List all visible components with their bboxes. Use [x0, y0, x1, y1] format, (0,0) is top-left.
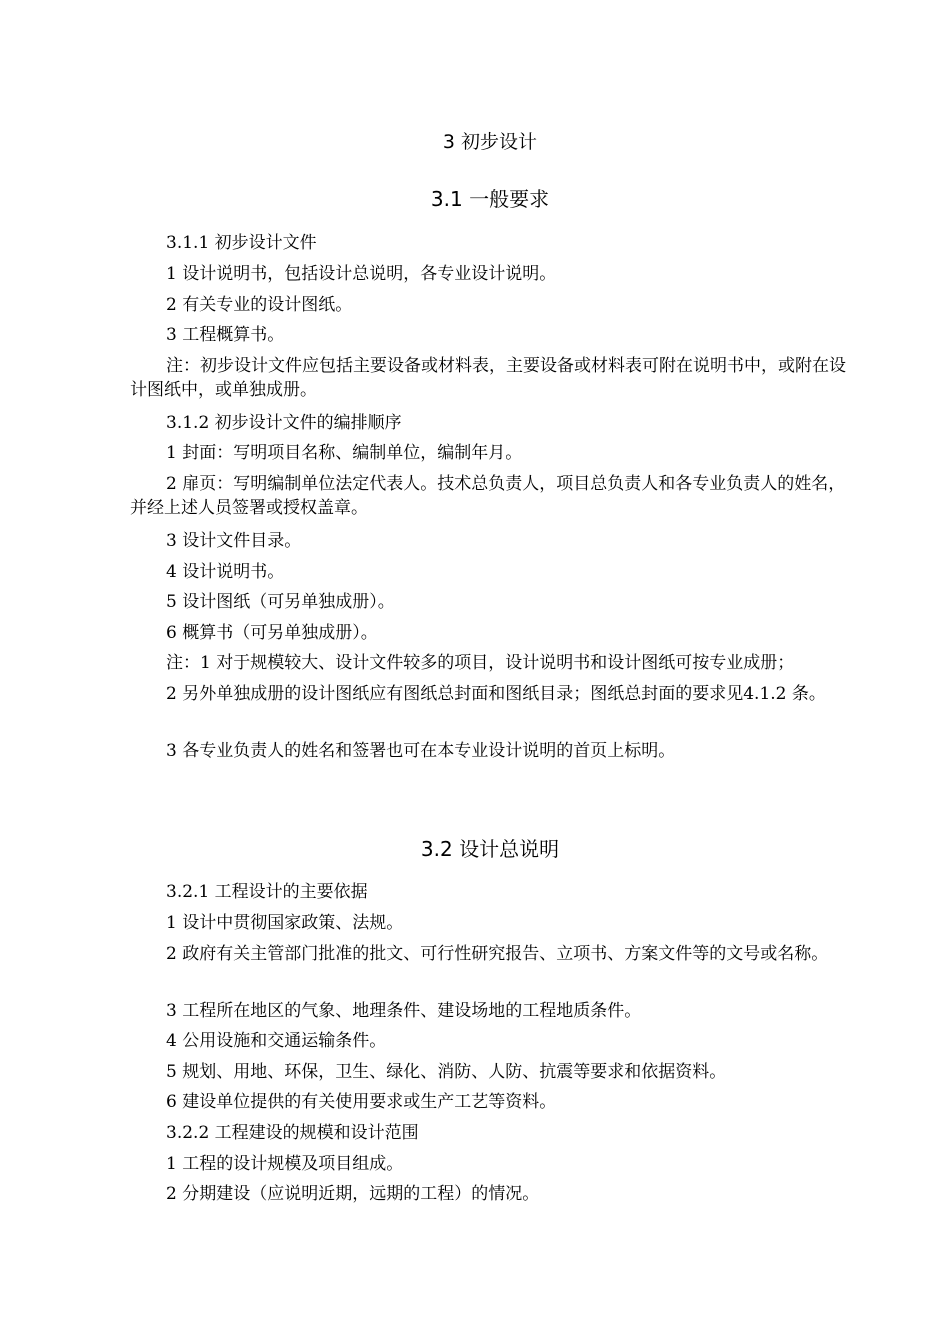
list-item: 1 设计中贯彻国家政策、法规。 [166, 913, 404, 933]
list-item: 5 设计图纸（可另单独成册）。 [166, 592, 395, 612]
note-paragraph: 2 另外单独成册的设计图纸应有图纸总封面和图纸目录；图纸总封面的要求见4.1.2 条。 [166, 684, 826, 704]
list-item: 2 分期建设（应说明近期，远期的工程）的情况。 [166, 1184, 540, 1204]
section-title-3-2: 3.2 设计总说明 [420, 837, 560, 861]
list-item: 1 封面：写明项目名称、编制单位，编制年月。 [166, 443, 523, 463]
list-item: 3 工程概算书。 [166, 325, 285, 345]
clause-heading: 3.1.2 初步设计文件的编排顺序 [166, 413, 402, 433]
list-item: 1 工程的设计规模及项目组成。 [166, 1154, 404, 1174]
clause-heading: 3.2.1 工程设计的主要依据 [166, 882, 368, 902]
list-item: 2 政府有关主管部门批准的批文、可行性研究报告、立项书、方案文件等的文号或名称。 [166, 944, 829, 964]
list-item: 6 建设单位提供的有关使用要求或生产工艺等资料。 [166, 1092, 557, 1112]
list-item: 6 概算书（可另单独成册）。 [166, 623, 378, 643]
list-item: 2 有关专业的设计图纸。 [166, 295, 353, 315]
list-item: 5 规划、用地、环保，卫生、绿化、消防、人防、抗震等要求和依据资料。 [166, 1062, 727, 1082]
list-item: 1 设计说明书，包括设计总说明，各专业设计说明。 [166, 264, 557, 284]
list-item: 4 设计说明书。 [166, 562, 285, 582]
note-paragraph: 注：1 对于规模较大、设计文件较多的项目，设计说明书和设计图纸可按专业成册； [166, 653, 795, 673]
clause-heading: 3.1.1 初步设计文件 [166, 233, 317, 253]
note-paragraph: 3 各专业负责人的姓名和签署也可在本专业设计说明的首页上标明。 [166, 741, 676, 761]
section-title-3-1: 3.1 一般要求 [430, 187, 550, 211]
note-paragraph: 注：初步设计文件应包括主要设备或材料表，主要设备或材料表可附在说明书中，或附在设计图纸中，或单独成册。 [130, 356, 846, 400]
list-item: 2 扉页：写明编制单位法定代表人。技术总负责人，项目总负责人和各专业负责人的姓名，并经上述人员签署或授权盖章。 [130, 474, 846, 518]
chapter-title: 3 初步设计 [442, 131, 538, 153]
list-item: 4 公用设施和交通运输条件。 [166, 1031, 387, 1051]
list-item: 3 设计文件目录。 [166, 531, 302, 551]
list-item: 3 工程所在地区的气象、地理条件、建设场地的工程地质条件。 [166, 1001, 642, 1021]
clause-heading: 3.2.2 工程建设的规模和设计范围 [166, 1123, 419, 1143]
